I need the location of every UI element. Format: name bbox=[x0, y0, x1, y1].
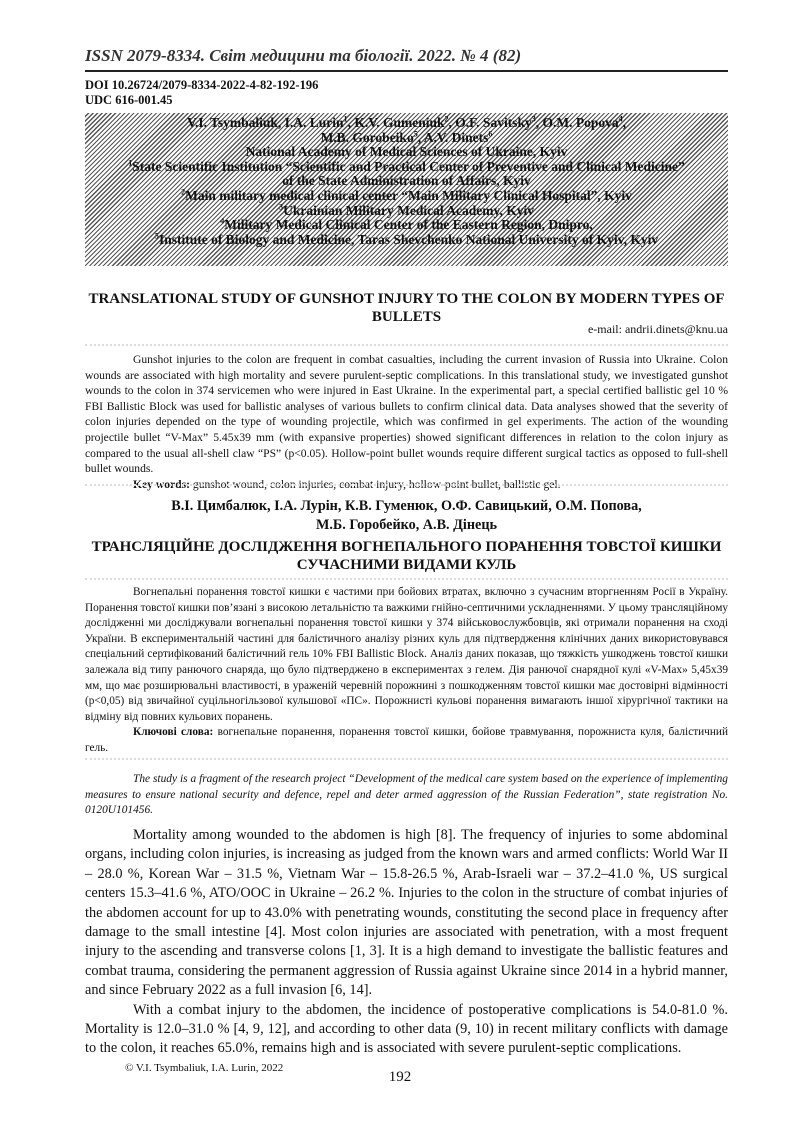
keywords-ua bbox=[85, 725, 728, 756]
author-name: , K.V. Gumeniuk bbox=[347, 115, 445, 130]
page-number: 192 bbox=[388, 1069, 412, 1085]
affiliation bbox=[85, 218, 728, 233]
affiliation bbox=[85, 233, 728, 248]
affiliation-text: of the State Administration of Affairs, Kyiv bbox=[282, 173, 531, 189]
affiliation-mark: 3 bbox=[279, 202, 284, 212]
affiliation-mark: 5 bbox=[413, 129, 418, 139]
doi-block bbox=[85, 78, 728, 108]
title-ua: ТРАНСЛЯЦІЙНЕ ДОСЛІДЖЕННЯ ВОГНЕПАЛЬНОГО ПОРАНЕННЯ ТОВСТОЇ КИШКИ СУЧАСНИМИ ВИДАМИ КУЛЬ bbox=[91, 539, 722, 573]
author-name: , O.M. Popova bbox=[535, 115, 619, 130]
body-text bbox=[85, 826, 728, 1059]
author-name: , O.F. Savitsky bbox=[448, 115, 532, 130]
keywords-text: gunshot wound, colon injuries, combat injury, hollow-point bullet, ballistic gel. bbox=[190, 477, 561, 491]
affiliation-mark: 4 bbox=[220, 216, 225, 226]
email: e-mail: andrii.dinets@knu.ua bbox=[587, 322, 728, 336]
journal-header: ISSN 2079-8334. Світ медицини та біології. 2022. № 4 (82) bbox=[85, 46, 728, 72]
divider bbox=[85, 578, 728, 584]
affiliation-mark: 2 bbox=[444, 114, 449, 124]
keywords-label: Key words: bbox=[133, 477, 190, 491]
affiliation bbox=[85, 145, 728, 160]
title-en: TRANSLATIONAL STUDY OF GUNSHOT INJURY TO THE COLON BY MODERN TYPES OF BULLETS bbox=[88, 291, 725, 325]
abstract-en bbox=[85, 352, 728, 492]
keywords-text: вогнепальне поранення, поранення товстої кишки, бойове травмування, порожниста куля, балістичний гель. bbox=[85, 726, 729, 754]
abstract-en-text: Gunshot injuries to the colon are frequent in combat casualties, including the current invasion of Russia into Ukraine. Colon wounds are associated with high mortality and severe purulent-septic complications. In this translational study, we investigated gunshot wounds to the colon in 374 servicemen who were injured in East Ukraine. In the experimental part, a special certified ballistic gel 10 % FBI Ballistic Block was used for ballistic analyses of various bullets to confirm clinical data. Data analyses showed that the severity of colon injuries depended on the type of wounding projectile, which was confirmed in gel experiments. The action of the wounding projectile bullet “V-Max” 5.45x39 mm (with expansive properties) showed significant differences in relation to the colon injury as compared to the usual all-shell claw “PS” (p<0.05). Hollow-point bullet wounds require different surgical tactics as opposed to full-shell bullet wounds. bbox=[85, 353, 728, 476]
affiliation bbox=[85, 204, 728, 219]
authors-en-line1 bbox=[85, 116, 728, 131]
affiliation-text: State Scientific Institution “Scientific and Practical Center of Preventive and Clinical Medicine” bbox=[132, 158, 685, 174]
keywords-label: Ключові слова: bbox=[133, 726, 214, 739]
affiliation-mark: 4 bbox=[618, 114, 623, 124]
funding-text: The study is a fragment of the research project “Development of the medical care system based on the experience of implementing measures to ensure national security and defence, repel and deter armed aggression of the Russian Federation”, state registration No. 0120U101456. bbox=[85, 773, 728, 816]
funding-note bbox=[85, 772, 728, 819]
divider bbox=[85, 344, 728, 350]
body-paragraph: With a combat injury to the abdomen, the incidence of postoperative complications is 54.0-81.0 %. Mortality is 12.0–31.0 % [4, 9, 12], and according to other data (9, 10) in recent military conflicts with damage to the colon, it reaches 65.0%, remains high and is associated with severe purulent-septic complications. bbox=[85, 1001, 728, 1057]
authors-affiliations-block bbox=[85, 113, 728, 266]
divider bbox=[85, 484, 728, 490]
divider bbox=[85, 758, 728, 764]
affiliation bbox=[85, 189, 728, 204]
author-name: I.A. Lurin bbox=[284, 115, 344, 130]
affiliations bbox=[85, 145, 728, 247]
affiliation-text: Institute of Biology and Medicine, Taras Shevchenko National University of Kyiv, Kyiv bbox=[158, 231, 659, 247]
abstract-ua bbox=[85, 585, 728, 757]
copyright: © V.I. Tsymbaliuk, I.A. Lurin, 2022 bbox=[125, 1062, 284, 1074]
author-name: V.I. Tsymbaliuk, bbox=[186, 115, 285, 130]
author-name: , A.V. Dinets bbox=[417, 129, 489, 145]
authors-en-line2 bbox=[85, 131, 728, 146]
affiliation bbox=[85, 160, 728, 175]
author-name: M.B. Gorobeiko bbox=[320, 129, 414, 145]
body-paragraph: Mortality among wounded to the abdomen is high [8]. The frequency of injuries to some abdominal organs, including colon injuries, is increasing as judged from the known wars and armed conflicts: World War II – 28.0 %, Korean War – 31.5 %, Vietnam War – 15.8-26.5 %, Arab-Israeli war – 37.2–41.0 %, US surgical centers 15.3–41.6 %, ATO/OOC in Ukraine – 26.2 %. Injuries to the colon in the structure of combat injuries of the abdomen account for up to 43.0% with penetrating wounds, constituting the second place in frequency after damage to the small intestine [4]. Most colon injuries are associated with penetration, with a most frequent injury to the ascending and transverse colons [1, 3]. It is a high demand to investigate the ballistic features and combat trauma, considering the permanent aggression of Russia against Ukraine since 2014 in a hybrid manner, and since February 2022 as a full invasion [6, 14]. bbox=[85, 827, 728, 999]
affiliation-mark: 6 bbox=[488, 129, 493, 139]
affiliation-mark: 3 bbox=[531, 114, 536, 124]
affiliation-mark: 1 bbox=[128, 158, 133, 168]
abstract-ua-text: Вогнепальні поранення товстої кишки є частими при бойових втратах, включно з сучасним вторгненням Росії в Україну. Поранення товстої кишки пов’язані з високою летальністю та важкими гнійно-септичними ускладненнями. У цьому трансляційному дослідженні ми досліджували вогнепальні поранення товстої кишки у 374 військовослужбовців, які отримали поранення на сході України. В експериментальній частині для балістичного аналізу різних куль для підтвердження клінічних даних використовувався спеціальний сертифікований балістичний гель 10% FBI Ballistic Block. Аналіз даних показав, що тяжкість ушкоджень товстої кишки залежала від типу ранючого снаряда, що було підтверджено в експериментах з гелем. Дія ранючої снарядної кулі «V-Max» 5,45х39 мм, що має розширювальні властивості, в ураженій черевній порожнині з пошкодженням товстої кишки має достовірні відмінності (р<0,05) від звичайної суцільногільзової кульшової «ПС». Порожнисті кульові поранення вимагають іншої хірургічної тактики на відміну від повних кульових поранень. bbox=[85, 586, 728, 723]
affiliation-mark: 2 bbox=[181, 187, 186, 197]
doi: DOI 10.26724/2079-8334-2022-4-82-192-196 bbox=[85, 78, 319, 92]
affiliation-text: Main military medical clinical center “Main Military Clinical Hospital”, Kyiv bbox=[185, 187, 632, 203]
affiliation-text: Military Medical Clinical Center of the Eastern Region, Dnipro, bbox=[224, 217, 593, 233]
author-name: , bbox=[622, 115, 627, 130]
udc: UDC 616-001.45 bbox=[85, 93, 173, 107]
authors-ua: В.І. Цимбалюк, І.А. Лурін, К.В. Гуменюк, О.Ф. Савицький, О.М. Попова, М.Б. Горобейко, А.В. Дінець bbox=[171, 498, 642, 533]
affiliation-mark: 1 bbox=[343, 114, 348, 124]
affiliation-mark: 5 bbox=[154, 231, 159, 241]
affiliation-text: Ukrainian Military Medical Academy, Kyiv bbox=[283, 202, 534, 218]
affiliation-text: National Academy of Medical Sciences of Ukraine, Kyiv bbox=[245, 144, 568, 160]
